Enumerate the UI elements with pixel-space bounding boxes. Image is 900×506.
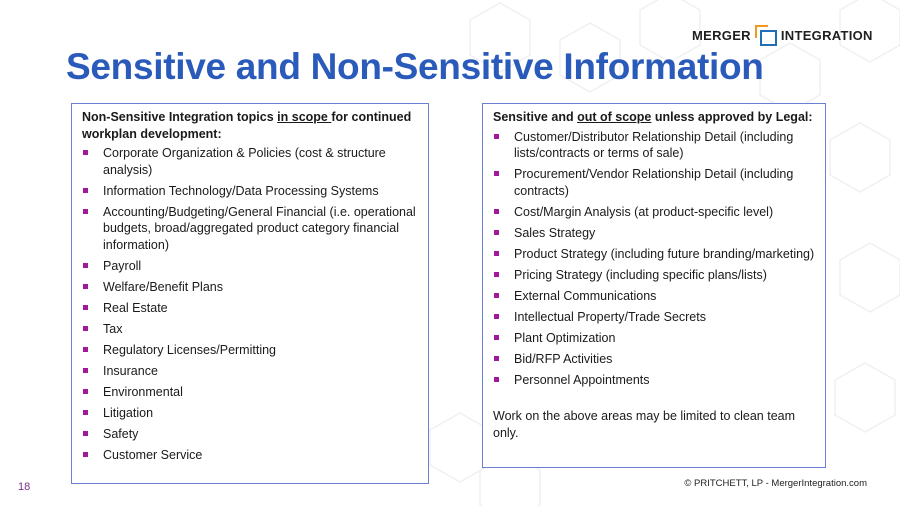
bullet-icon [494,171,499,176]
list-item: Payroll [82,258,418,275]
list-item: External Communications [493,288,815,305]
list-item: Litigation [82,405,418,422]
bullet-icon [83,410,88,415]
bullet-icon [494,209,499,214]
list-item: Regulatory Licenses/Permitting [82,342,418,359]
sensitive-list [493,129,815,389]
bullet-icon [83,347,88,352]
bullet-icon [83,209,88,214]
bullet-icon [83,368,88,373]
bullet-icon [83,431,88,436]
bullet-icon [83,326,88,331]
list-item: Cost/Margin Analysis (at product-specific level) [493,204,815,221]
bullet-icon [494,356,499,361]
bullet-icon [494,335,499,340]
bullet-icon [83,305,88,310]
non-sensitive-panel [71,103,429,484]
list-item: Customer/Distributor Relationship Detail (including lists/contracts or terms of sale) [493,129,815,162]
bullet-icon [494,377,499,382]
sensitive-heading: Sensitive and out of scope unless approved by Legal: [493,110,813,124]
non-sensitive-heading: Non-Sensitive Integration topics in scope for continued workplan development: [82,110,412,141]
bullet-icon [494,272,499,277]
sensitive-panel [482,103,826,468]
page-number: 18 [18,481,31,493]
logo-left-word: MERGER [692,27,751,43]
bullet-icon [83,452,88,457]
list-item: Product Strategy (including future branding/marketing) [493,246,815,263]
list-item: Real Estate [82,300,418,317]
bullet-icon [494,251,499,256]
logo-squares-icon [755,25,777,45]
bullet-icon [83,150,88,155]
slide-title: Sensitive and Non-Sensitive Information [66,46,764,87]
out-of-scope-underlined: out of scope [577,110,652,124]
list-item: Safety [82,426,418,443]
bullet-icon [83,389,88,394]
list-item: Corporate Organization & Policies (cost & structure analysis) [82,145,418,178]
list-item: Tax [82,321,418,338]
clean-team-note: Work on the above areas may be limited to clean team only. [493,409,796,440]
bullet-icon [83,263,88,268]
non-sensitive-list [82,145,418,463]
bullet-icon [494,230,499,235]
logo-right-word: INTEGRATION [780,27,873,43]
merger-integration-logo [692,25,873,45]
list-item: Welfare/Benefit Plans [82,279,418,296]
list-item: Bid/RFP Activities [493,351,815,368]
bullet-icon [494,293,499,298]
bullet-icon [494,314,499,319]
bullet-icon [494,134,499,139]
list-item: Plant Optimization [493,330,815,347]
in-scope-underlined: in scope [277,110,332,124]
list-item: Accounting/Budgeting/General Financial (i.e. operational budgets, broad/aggregated product category financial information) [82,204,418,254]
list-item: Information Technology/Data Processing Systems [82,183,418,200]
list-item: Procurement/Vendor Relationship Detail (including contracts) [493,166,815,199]
list-item: Customer Service [82,447,418,464]
list-item: Environmental [82,384,418,401]
bullet-icon [83,188,88,193]
list-item: Personnel Appointments [493,372,815,389]
list-item: Intellectual Property/Trade Secrets [493,309,815,326]
bullet-icon [83,284,88,289]
copyright-footer: © PRITCHETT, LP - MergerIntegration.com [684,478,867,489]
list-item: Insurance [82,363,418,380]
list-item: Pricing Strategy (including specific plans/lists) [493,267,815,284]
list-item: Sales Strategy [493,225,815,242]
